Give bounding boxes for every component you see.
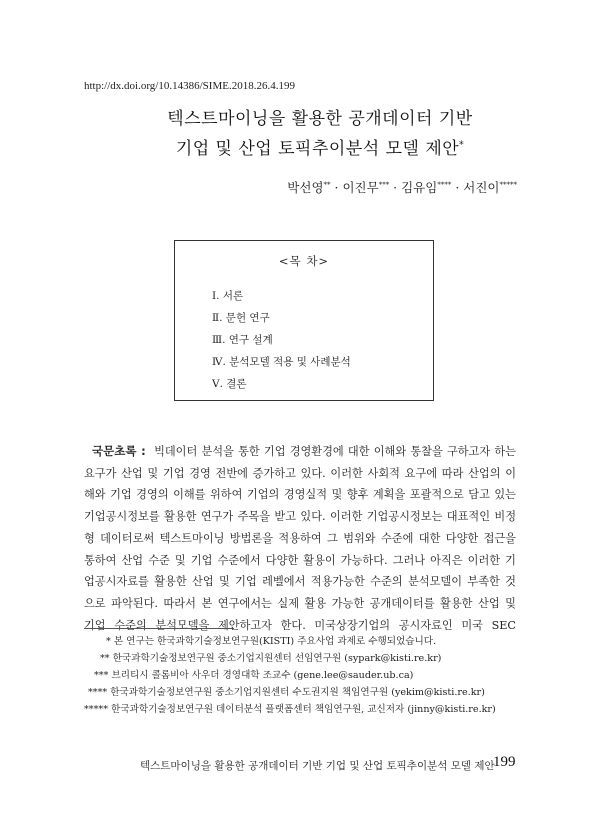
author-separator: · [330,180,343,195]
abstract-line: 요구가 산업 및 기업 경영 전반에 증가하고 있다. 이러한 사회적 요구에 따라 산업의 이 [84,466,516,480]
paper-title-line-2-text: 기업 및 산업 토픽추이분석 모델 제안 [175,139,460,159]
abstract-line-text: 빅데이터 분석을 통한 기업 경영환경에 대한 이해와 통찰을 구하고자 하는 [154,445,516,458]
toc-item: Ⅰ. 서론 [212,290,244,302]
paper-title-line-2 [40,134,600,159]
author-name: 이진무 [342,180,379,195]
abstract-label: 국문초록 : [92,444,146,458]
footnote-mark: * [106,636,111,647]
toc-item: Ⅱ. 문헌 연구 [212,312,270,324]
abstract-line: 통하여 산업 수준 및 기업 수준에서 다양한 활용이 가능하다. 그러나 아직은 이러한 기 [84,553,516,567]
footnote-mark: ***** [84,704,108,715]
author-name: 김유임 [401,180,438,195]
footnote-mark: **** [88,687,108,698]
footnote [94,667,413,681]
title-footnote-mark: * [459,140,465,151]
toc-item: Ⅳ. 분석모델 적용 및 사례분석 [212,356,351,368]
abstract-line: 기업 수준의 분석모델을 제안하고자 한다. 미국상장기업의 공시자료인 미국 SEC [84,618,516,632]
abstract-line: 형 데이터로써 텍스트마이닝 방법론을 적용하여 그 범위와 수준에 대한 다양한 접근을 [84,531,516,545]
footnote [100,650,441,664]
author-mark: **** [437,180,452,189]
footnote [84,701,496,715]
footnote-text: 브리티시 콜롬비아 사우더 경영대학 조교수 (gene.lee@sauder.ub.ca) [111,670,414,681]
footnote-text: 한국과학기술정보연구원 중소기업지원센터 수도권지원 책임연구원 (yekim@kisti.re.kr) [110,687,485,698]
abstract-line: 기업공시정보를 활용한 연구가 주목을 받고 있다. 이러한 기업공시정보는 대표적인 비정 [84,510,516,524]
author-mark: ***** [499,180,517,189]
footnote [88,684,485,698]
author-mark: ** [323,180,331,189]
author-mark: *** [378,180,390,189]
author-separator: · [389,180,402,195]
author-list [0,178,600,196]
toc-item: Ⅴ. 결론 [212,378,247,390]
footnote-text: 한국과학기술정보연구원 중소기업지원센터 선임연구원 (sypark@kisti.re.kr) [112,653,442,664]
footnote-text: 본 연구는 한국과학기술정보연구원(KISTI) 주요사업 과제로 수행되었습니다. [113,636,437,647]
abstract-line: 업공시자료를 활용한 산업 및 기업 레벨에서 적용가능한 수준의 분석모델이 부족한 것 [84,575,516,589]
footnote [106,633,436,647]
author-separator: · [451,180,464,195]
footnote-text: 한국과학기술정보연구원 데이터분석 플랫폼센터 책임연구원, 교신저자 (jinny@kisti.re.kr) [111,704,496,715]
page-number: 199 [493,754,516,770]
toc-item: Ⅲ. 연구 설계 [212,334,273,346]
footnote-mark: *** [94,670,109,681]
korean-abstract [84,441,516,636]
abstract-line: 으로 파악된다. 따라서 본 연구에서는 실제 활용 가능한 공개데이터를 활용한 산업 및 [84,596,516,610]
running-footer: 텍스트마이닝을 활용한 공개데이터 기반 기업 및 산업 토픽추이분석 모델 제안 [140,760,495,772]
doi-link[interactable]: http://dx.doi.org/10.14386/SIME.2018.26.4.199 [84,80,295,92]
abstract-line [84,441,516,463]
footnote-divider [84,628,234,629]
abstract-line: 해와 기업 경영의 이해를 위하여 기업의 경영실적 및 향후 계획을 포괄적으로 담고 있는 [84,488,516,502]
toc-heading: <목 차> [278,254,330,268]
author-name: 박선영 [287,180,324,195]
table-of-contents [174,240,434,401]
paper-title-line-1: 텍스트마이닝을 활용한 공개데이터 기반 [167,109,473,129]
author-name: 서진이 [463,180,500,195]
footnote-mark: ** [100,653,110,664]
